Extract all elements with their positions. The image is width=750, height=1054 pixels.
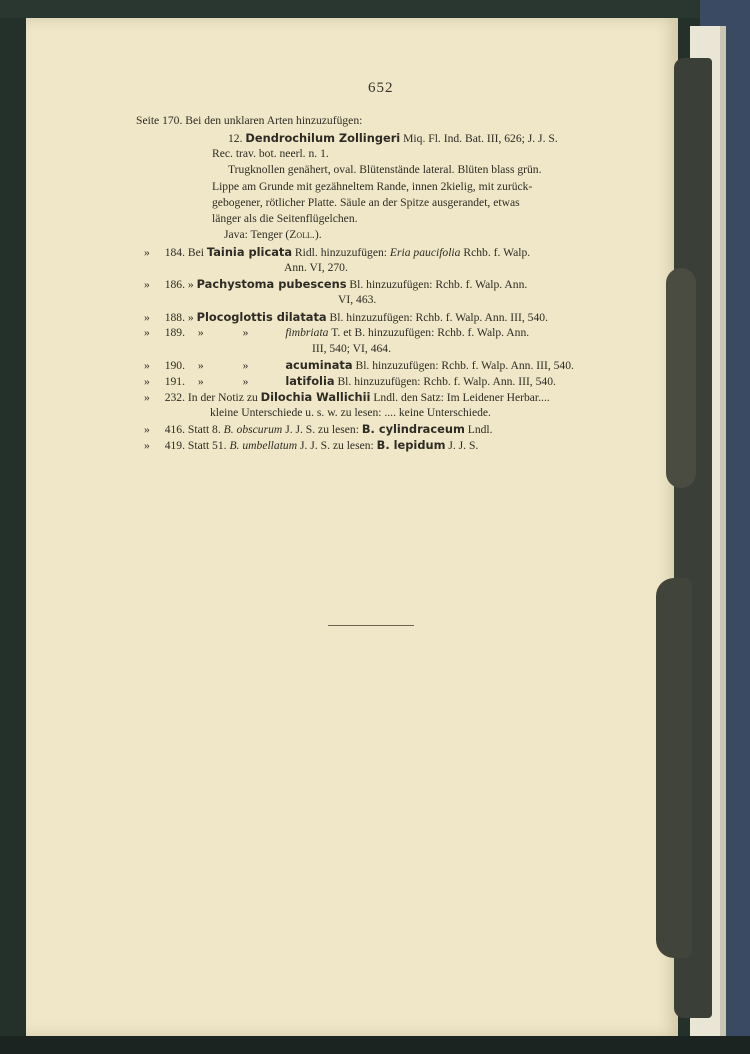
- text-line: Rec. trav. bot. neerl. n. 1.: [212, 147, 329, 160]
- species-name: Pachystoma pubescens: [196, 277, 347, 291]
- entry-line: » 189. » » fimbriata T. et B. hinzuzufügen: Rchb. f. Walp. Ann.: [144, 326, 530, 339]
- text-line: Lippe am Grunde mit gezähneltem Rande, innen 2kielig, mit zurück-: [212, 180, 533, 193]
- cover-bottom-edge: [0, 1036, 750, 1054]
- entry-line: » 416. Statt 8. B. obscurum J. J. S. zu lesen: B. cylindraceum Lndl.: [144, 422, 493, 436]
- text-line: Seite 170. Bei den unklaren Arten hinzuzufügen:: [136, 114, 363, 127]
- text-line: gebogener, rötlicher Platte. Säule an der Spitze ausgerandet, etwas: [212, 196, 520, 209]
- entry-line: » 190. » » acuminata Bl. hinzuzufügen: Rchb. f. Walp. Ann. III, 540.: [144, 358, 574, 372]
- cover-top-edge: [0, 0, 750, 18]
- entry-line: » 188. » Plocoglottis dilatata Bl. hinzuzufügen: Rchb. f. Walp. Ann. III, 540.: [144, 310, 548, 324]
- section-divider: [328, 625, 414, 626]
- species-name: B. lepidum: [376, 438, 446, 452]
- page-edge-stain: [666, 268, 696, 488]
- species-name: acuminata: [285, 358, 353, 372]
- text-line: Trugknollen genähert, oval. Blütenstände lateral. Blüten blass grün.: [228, 163, 542, 176]
- text-line: Java: Tenger (Zoll.).: [224, 228, 322, 241]
- species-name: B. cylindraceum: [361, 422, 465, 436]
- entry-line: » 191. » » latifolia Bl. hinzuzufügen: Rchb. f. Walp. Ann. III, 540.: [144, 374, 556, 388]
- text-line: Ann. VI, 270.: [284, 261, 348, 274]
- text-line: kleine Unterschiede u. s. w. zu lesen: .... keine Unterschiede.: [210, 406, 491, 419]
- entry-line: » 184. Bei Tainia plicata Ridl. hinzuzufügen: Eria paucifolia Rchb. f. Walp.: [144, 245, 531, 259]
- spine-edge: [720, 26, 726, 1036]
- entry-line: » 419. Statt 51. B. umbellatum J. J. S. zu lesen: B. lepidum J. J. S.: [144, 438, 479, 452]
- text-line: länger als die Seitenflügelchen.: [212, 212, 358, 225]
- species-name: Dendrochilum Zollingeri: [245, 131, 401, 145]
- text-line: VI, 463.: [338, 293, 377, 306]
- species-name: Plocoglottis dilatata: [196, 310, 327, 324]
- page-number: 652: [368, 80, 394, 96]
- species-name: Tainia plicata: [206, 245, 293, 259]
- entry-line: » 232. In der Notiz zu Dilochia Wallichii Lndl. den Satz: Im Leidener Herbar....: [144, 390, 550, 404]
- page-edge-stain: [656, 578, 692, 958]
- species-name: Dilochia Wallichii: [260, 390, 371, 404]
- text-line: III, 540; VI, 464.: [312, 342, 391, 355]
- entry-line: » 186. » Pachystoma pubescens Bl. hinzuzufügen: Rchb. f. Walp. Ann.: [144, 277, 528, 291]
- entry-line: 12. Dendrochilum Zollingeri Miq. Fl. Ind. Bat. III, 626; J. J. S.: [228, 131, 558, 145]
- page-text-area: [26, 18, 658, 1036]
- species-name: latifolia: [285, 374, 335, 388]
